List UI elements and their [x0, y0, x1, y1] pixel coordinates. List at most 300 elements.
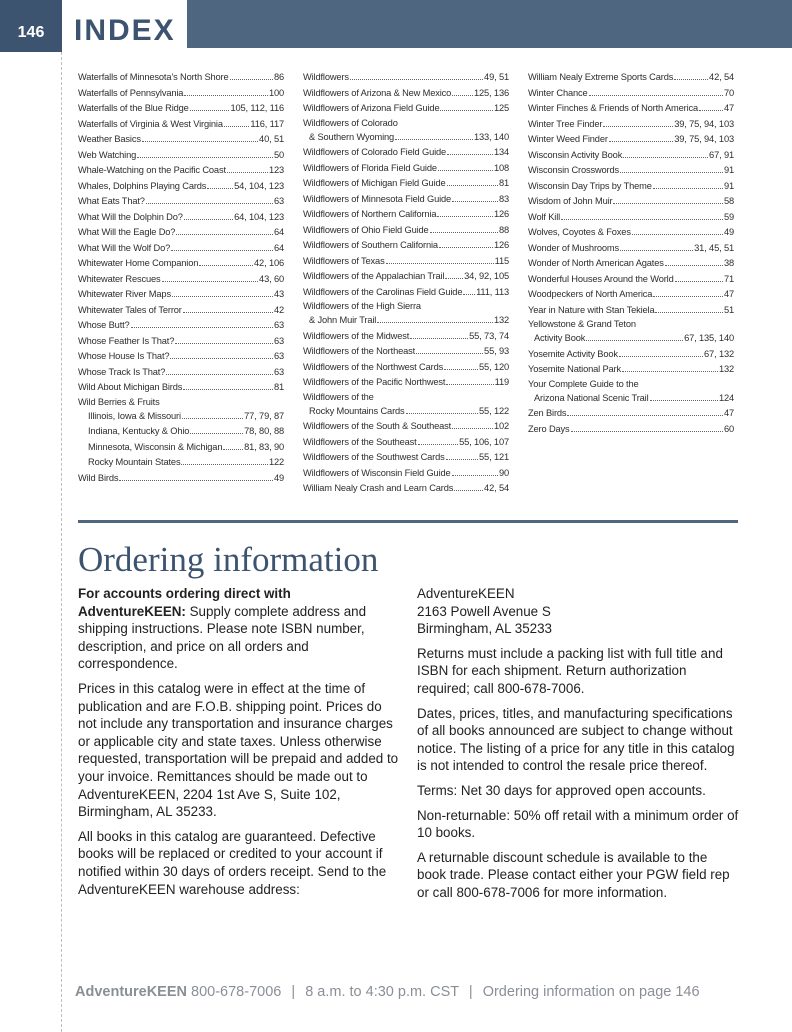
index-entry-title: Wildflowers of Arizona Field Guide	[303, 103, 440, 113]
index-entry	[528, 422, 734, 438]
dot-leader	[223, 449, 243, 450]
index-entry-pages: 55, 73, 74	[469, 330, 509, 341]
index-entry-title: Wildflowers of the Carolinas Field Guide	[303, 286, 463, 297]
index-entry	[303, 207, 509, 223]
index-entry-pages: 59	[723, 211, 734, 222]
index-entry-title: Yosemite National Park	[528, 364, 621, 374]
index-entry-pages: 49	[273, 472, 284, 483]
dot-leader	[444, 369, 478, 370]
dot-leader	[438, 170, 493, 171]
index-entry-pages: 67, 132	[704, 348, 734, 359]
index-entry	[78, 318, 284, 334]
dot-leader	[571, 431, 723, 432]
index-entry-title: Waterfalls of Minnesota’s North Shore	[78, 72, 229, 82]
index-entry-pages: 49	[723, 227, 734, 237]
index-entry	[303, 145, 509, 161]
index-entry-pages: 77, 79, 87	[244, 410, 284, 421]
index-entry	[78, 455, 284, 471]
dot-leader	[162, 281, 258, 282]
dot-leader	[653, 188, 723, 189]
footer-separator: |	[468, 984, 473, 1000]
index-entry	[78, 424, 284, 440]
index-entry	[303, 269, 509, 285]
index-entry	[303, 313, 509, 329]
index-entry-title: Wildflowers	[303, 72, 349, 82]
index-entry	[528, 347, 734, 363]
index-entry-pages: 125, 136	[474, 87, 509, 98]
dot-leader	[184, 95, 268, 96]
index-entry	[78, 409, 284, 425]
index-entry	[78, 471, 284, 487]
index-entry-pages: 38	[723, 258, 734, 268]
dot-leader	[182, 418, 243, 419]
index-entry-pages: 63	[273, 320, 284, 330]
index-entry	[528, 331, 734, 347]
index-entry	[528, 287, 734, 303]
dot-leader	[655, 312, 722, 313]
index-entry-pages: 133, 140	[474, 131, 509, 142]
index-entry-title: Zen Birds	[528, 408, 567, 418]
footer-phone: 800-678-7006	[191, 984, 282, 1000]
index-entry-title: Wisconsin Crosswords	[528, 165, 620, 175]
index-entry	[303, 450, 509, 466]
index-column-3	[528, 70, 734, 437]
dot-leader	[447, 185, 498, 186]
dot-leader	[131, 327, 273, 328]
index-entry	[528, 86, 734, 102]
index-entry-title: Wildflowers of Florida Field Guide	[303, 162, 437, 173]
guarantee-paragraph: All books in this catalog are guaranteed. Defective books will be replaced or credited to your account if notified within 30 days of orders receipt. Send to the AdventureKEEN warehouse address:	[78, 828, 387, 897]
index-entry-pages: 43	[273, 289, 284, 299]
dot-leader	[183, 312, 273, 313]
ordering-left-column	[78, 585, 400, 905]
index-entry-title: Rocky Mountain States	[88, 457, 181, 467]
index-entry-title: Minnesota, Wisconsin & Michigan	[88, 441, 223, 452]
index-entry-title: Wildflowers of the Northeast	[303, 346, 416, 356]
index-entry-pages: 64	[273, 242, 284, 253]
index-entry-pages: 115	[494, 255, 509, 266]
page-number-tab	[0, 0, 62, 52]
index-entry	[303, 254, 509, 270]
non-returnable-label: Non-returnable:	[417, 807, 511, 823]
section-divider	[78, 520, 738, 523]
index-entry	[303, 404, 509, 420]
page-number: 146	[17, 24, 45, 41]
index-entry-pages: 54, 104, 123	[234, 180, 284, 191]
index-entry-pages: 34, 92, 105	[464, 271, 509, 281]
index-entry-title: Whales, Dolphins Playing Cards	[78, 180, 207, 191]
index-entry-title: Wonder of North American Agates	[528, 258, 664, 268]
index-entry-heading: Yellowstone & Grand Teton	[528, 319, 636, 329]
dot-leader	[623, 157, 708, 158]
dot-leader	[632, 234, 723, 235]
index-entry-title: Illinois, Iowa & Missouri	[88, 410, 181, 421]
dot-leader	[439, 247, 493, 248]
index-title: INDEX	[74, 14, 176, 47]
dot-leader	[653, 296, 723, 297]
dot-leader	[445, 278, 463, 279]
dot-leader	[620, 172, 723, 173]
index-entry-pages: 105, 112, 116	[230, 103, 284, 113]
dot-leader	[184, 219, 233, 220]
index-entry-pages: 42, 106	[254, 258, 284, 268]
non-returnable-paragraph	[417, 807, 739, 842]
index-entry-title: Whose Butt?	[78, 320, 130, 330]
index-entry-title: Zero Days	[528, 423, 570, 434]
index-entry	[303, 161, 509, 177]
index-entry	[528, 117, 734, 133]
index-entry	[78, 303, 284, 319]
index-entry-pages: 124	[718, 392, 734, 403]
index-entry-pages: 119	[494, 377, 509, 387]
dot-leader	[416, 353, 483, 354]
dot-leader	[603, 126, 673, 127]
dot-leader	[410, 338, 468, 339]
index-entry-title: Wildflowers of the Appalachian Trail	[303, 271, 445, 281]
index-entry	[528, 241, 734, 257]
index-entry-heading: Your Complete Guide to the	[528, 378, 639, 389]
index-entry-title: Wonder of Mushrooms	[528, 242, 620, 253]
dot-leader	[170, 358, 273, 359]
dot-leader	[418, 444, 458, 445]
index-entry	[78, 194, 284, 210]
index-entry-title: What Will the Eagle Do?	[78, 227, 176, 237]
index-entry	[78, 86, 284, 102]
index-entry	[303, 360, 509, 376]
index-entry	[528, 272, 734, 288]
dot-leader	[183, 389, 273, 390]
footer-ordering-ref: Ordering information on page 146	[482, 984, 700, 1000]
dot-leader	[650, 400, 718, 401]
index-entry-title: Yosemite Activity Book	[528, 348, 618, 359]
index-entry	[303, 481, 509, 497]
index-entry	[303, 329, 509, 345]
dot-leader	[227, 172, 268, 173]
index-entry	[78, 101, 284, 117]
index-entry	[303, 86, 509, 102]
index-entry	[528, 303, 734, 319]
index-entry	[303, 419, 509, 435]
index-entry-pages: 63	[273, 196, 284, 206]
index-entry-title: Wildflowers of Ohio Field Guide	[303, 224, 429, 235]
index-entry	[303, 435, 509, 451]
index-entry-pages: 43, 60	[259, 273, 284, 284]
index-entry-title: Rocky Mountains Cards	[309, 405, 405, 416]
footer-brand: AdventureKEEN	[75, 984, 187, 1000]
index-entry-pages: 134	[493, 147, 509, 157]
index-entry-title: Whitewater River Maps	[78, 289, 171, 299]
index-entry	[303, 344, 509, 360]
dot-leader	[386, 263, 494, 264]
index-entry	[303, 375, 509, 391]
index-entry-pages: 55, 93	[484, 346, 509, 356]
index-entry-title: Year in Nature with Stan Tekiela	[528, 304, 655, 315]
index-entry-pages: 64	[273, 227, 284, 237]
index-entry-pages: 64, 104, 123	[234, 211, 284, 222]
index-entry-pages: 126	[493, 240, 509, 250]
ordering-direct-paragraph	[78, 585, 400, 673]
index-entry-title: What Will the Wolf Do?	[78, 242, 171, 253]
index-entry-pages: 42, 54	[709, 72, 734, 82]
index-entry-pages: 60	[723, 423, 734, 434]
index-entry-title: Wildflowers of Texas	[303, 255, 385, 266]
index-entry	[528, 194, 734, 210]
dot-leader	[224, 126, 250, 127]
index-entry-title: Waterfalls of Pennsylvania	[78, 87, 184, 98]
ordering-direct-text: Supply complete address and shipping instructions. Please note ISBN number, description, and price on all orders and correspondence.	[78, 603, 367, 672]
dot-leader	[620, 250, 693, 251]
index-entry-pages: 47	[723, 408, 734, 418]
index-entry-pages: 49, 51	[484, 72, 509, 82]
prices-paragraph: Prices in this catalog were in effect at the time of publication and are F.O.B. shipping point. Prices do not include any transportation and insurance charges or applicable city and state taxes. Unless otherwise requested, transportation will be prepaid and added to your invoice. Remittances should be made out to AdventureKEEN, 2204 1st Ave S, Suite 102, Birmingham, AL 35233.	[78, 680, 399, 820]
index-entry-pages: 71	[723, 273, 734, 284]
index-entry-title: Wild About Michigan Birds	[78, 382, 183, 392]
index-entry-title: Wisdom of John Muir	[528, 196, 613, 206]
terms-paragraph	[417, 782, 739, 800]
dot-leader	[190, 110, 230, 111]
index-entry-pages: 47	[723, 103, 734, 113]
index-column-1	[78, 70, 284, 486]
index-entry-pages: 90	[498, 467, 509, 478]
index-entry-title: & Southern Wyoming	[309, 131, 395, 142]
index-entry-pages: 50	[273, 149, 284, 160]
index-entry-title: What Eats That?	[78, 196, 145, 206]
index-entry-title: What Will the Dolphin Do?	[78, 211, 183, 222]
dot-leader	[395, 139, 473, 140]
index-entry	[78, 179, 284, 195]
dot-leader	[609, 141, 673, 142]
index-entry	[78, 272, 284, 288]
dot-leader	[176, 234, 273, 235]
index-entry-pages: 111, 113	[476, 286, 509, 297]
index-entry	[528, 101, 734, 117]
index-entry-pages: 42, 54	[484, 483, 509, 493]
index-entry-heading: Wildflowers of Colorado	[303, 117, 398, 128]
dot-leader	[230, 79, 273, 80]
index-entry-pages: 81	[498, 178, 509, 188]
warehouse-address	[417, 585, 739, 638]
index-entry-pages: 83	[498, 193, 509, 204]
index-entry-pages: 58	[723, 196, 734, 206]
index-entry	[303, 466, 509, 482]
dot-leader	[190, 433, 243, 434]
dot-leader	[622, 371, 718, 372]
index-entry-title: Wildflowers of Southern California	[303, 240, 438, 250]
index-entry	[78, 334, 284, 350]
index-entry-pages: 81	[273, 382, 284, 392]
footer	[75, 984, 700, 1000]
index-entry-title: Whitewater Rescues	[78, 273, 161, 284]
index-entry-title: Winter Chance	[528, 87, 588, 98]
index-entry	[303, 176, 509, 192]
index-entry-title: Wildflowers of Northern California	[303, 209, 437, 219]
index-entry-title: Wildflowers of the Pacific Northwest	[303, 377, 446, 387]
dot-leader	[567, 415, 723, 416]
dot-leader	[437, 216, 493, 217]
index-entry-pages: 63	[273, 351, 284, 361]
index-entry-pages: 55, 106, 107	[459, 436, 509, 447]
index-entry	[528, 225, 734, 241]
dot-leader	[586, 340, 683, 341]
dot-leader	[452, 95, 473, 96]
index-entry-heading: Wildflowers of the	[303, 391, 374, 402]
dot-leader	[430, 232, 498, 233]
index-entry-pages: 100	[268, 87, 284, 98]
index-entry	[303, 238, 509, 254]
margin-rule	[61, 52, 62, 1032]
index-entry	[78, 287, 284, 303]
dot-leader	[446, 384, 493, 385]
dot-leader	[561, 219, 723, 220]
index-entry	[303, 223, 509, 239]
address-line: 2163 Powell Avenue S	[417, 603, 551, 619]
index-entry-title: Woodpeckers of North America	[528, 289, 653, 299]
dot-leader	[613, 203, 722, 204]
dot-leader	[589, 95, 723, 96]
index-entry	[303, 101, 509, 117]
index-entry-heading: Wildflowers of the High Sierra	[303, 301, 421, 311]
index-entry	[528, 179, 734, 195]
index-entry-pages: 86	[273, 72, 284, 82]
index-entry-title: Wolf Kill	[528, 211, 561, 222]
dot-leader	[447, 154, 493, 155]
index-entry-heading: Wild Berries & Fruits	[78, 396, 160, 407]
address-line: AdventureKEEN	[417, 586, 515, 601]
footer-separator: |	[291, 984, 296, 1000]
index-entry	[303, 192, 509, 208]
dates-paragraph: Dates, prices, titles, and manufacturing specifications of all books announced are subject to change without notice. The listing of a price for any title in this catalog is not intended to control the resale price thereof.	[417, 705, 735, 774]
index-entry-pages: 39, 75, 94, 103	[674, 118, 734, 129]
dot-leader	[452, 475, 498, 476]
index-entry-title: Whale-Watching on the Pacific Coast	[78, 165, 226, 175]
index-entry-pages: 55, 120	[479, 361, 509, 372]
index-entry-title: Wildflowers of Colorado Field Guide	[303, 147, 447, 157]
index-entry	[78, 380, 284, 396]
non-returnable-text: 50% off retail with a minimum order of 10 books.	[417, 807, 739, 841]
dot-leader	[463, 294, 475, 295]
terms-text: Net 30 days for approved open accounts.	[457, 782, 706, 798]
index-entry-pages: 116, 117	[250, 118, 284, 129]
index-entry-title: Indiana, Kentucky & Ohio	[88, 426, 190, 436]
index-entry-pages: 88	[498, 224, 509, 235]
index-entry	[303, 285, 509, 301]
index-entry-title: Wildflowers of Minnesota Field Guide	[303, 193, 452, 204]
index-entry-pages: 81, 83, 90	[244, 441, 284, 452]
dot-leader	[675, 281, 723, 282]
dot-leader	[181, 464, 267, 465]
index-entry-pages: 42	[273, 304, 284, 315]
dot-leader	[452, 201, 498, 202]
index-entry-pages: 63	[273, 335, 284, 346]
index-entry-pages: 122	[268, 457, 284, 467]
index-entry-pages: 102	[493, 421, 509, 431]
index-entry-pages: 132	[493, 315, 509, 325]
dot-leader	[446, 459, 478, 460]
index-entry-title: Waterfalls of the Blue Ridge	[78, 103, 189, 113]
index-entry-pages: 91	[723, 180, 734, 191]
index-entry-pages: 55, 121	[479, 452, 509, 462]
index-entry	[78, 225, 284, 241]
index-entry-title: Wildflowers of the Midwest	[303, 330, 410, 341]
index-entry	[78, 440, 284, 456]
index-entry-title: Wildflowers of the Southeast	[303, 436, 417, 447]
index-entry-title: Wildflowers of Wisconsin Field Guide	[303, 467, 451, 478]
index-entry	[78, 117, 284, 133]
index-entry-pages: 55, 122	[479, 405, 509, 416]
index-entry	[528, 132, 734, 148]
index-entry	[528, 406, 734, 422]
index-entry-title: Winter Finches & Friends of North America	[528, 103, 699, 113]
ordering-direct-lead: For accounts ordering direct with AdventureKEEN:	[78, 586, 291, 619]
index-entry	[303, 130, 509, 146]
index-entry-title: Activity Book	[534, 333, 586, 343]
dot-leader	[207, 188, 233, 189]
address-line: Birmingham, AL 35233	[417, 621, 552, 637]
dot-leader	[137, 157, 273, 158]
index-entry-title: Winter Tree Finder	[528, 118, 603, 129]
dot-leader	[199, 265, 253, 266]
index-entry-pages: 91	[723, 165, 734, 175]
index-entry-title: Wildflowers of the Southwest Cards	[303, 452, 445, 462]
index-entry	[528, 148, 734, 164]
index-entry-pages: 51	[723, 304, 734, 315]
index-entry-title: Wolves, Coyotes & Foxes	[528, 227, 631, 237]
index-entry-pages: 39, 75, 94, 103	[674, 134, 734, 144]
dot-leader	[406, 413, 478, 414]
index-entry-title: Whitewater Home Companion	[78, 258, 199, 268]
index-entry-title: Waterfalls of Virginia & West Virginia	[78, 118, 223, 129]
index-entry	[78, 70, 284, 86]
index-entry	[528, 362, 734, 378]
index-entry-pages: 123	[268, 165, 284, 175]
index-entry	[78, 132, 284, 148]
index-entry-pages: 125	[493, 103, 509, 113]
index-entry	[528, 256, 734, 272]
index-entry-title: Arizona National Scenic Trail	[534, 392, 649, 403]
index-entry	[78, 163, 284, 179]
index-entry-pages: 63	[273, 366, 284, 377]
index-entry-title: Winter Weed Finder	[528, 134, 608, 144]
index-entry-title: Weather Basics	[78, 134, 141, 144]
index-entry-title: Whitewater Tales of Terror	[78, 304, 182, 315]
dot-leader	[665, 265, 723, 266]
dot-leader	[619, 356, 703, 357]
footer-hours: 8 a.m. to 4:30 p.m. CST	[305, 984, 459, 1000]
index-entry-title: Whose Track Is That?	[78, 366, 166, 377]
index-entry-pages: 132	[718, 364, 734, 374]
index-entry-title: Whose Feather Is That?	[78, 335, 175, 346]
index-entry	[78, 365, 284, 381]
dot-leader	[142, 141, 258, 142]
index-entry-pages: 40, 51	[259, 134, 284, 144]
index-entry	[528, 210, 734, 226]
dot-leader	[171, 250, 273, 251]
dot-leader	[440, 110, 492, 111]
index-entry	[78, 148, 284, 164]
index-entry-title: William Nealy Extreme Sports Cards	[528, 72, 674, 82]
dot-leader	[452, 428, 493, 429]
dot-leader	[166, 374, 273, 375]
index-entry-title: Wild Birds	[78, 472, 119, 483]
dot-leader	[175, 343, 273, 344]
index-entry-title: William Nealy Crash and Learn Cards	[303, 483, 454, 493]
index-entry	[78, 210, 284, 226]
dot-leader	[377, 322, 493, 323]
index-entry-pages: 67, 91	[709, 149, 734, 160]
dot-leader	[350, 79, 483, 80]
index-entry	[303, 70, 509, 86]
index-entry-pages: 108	[493, 162, 509, 173]
